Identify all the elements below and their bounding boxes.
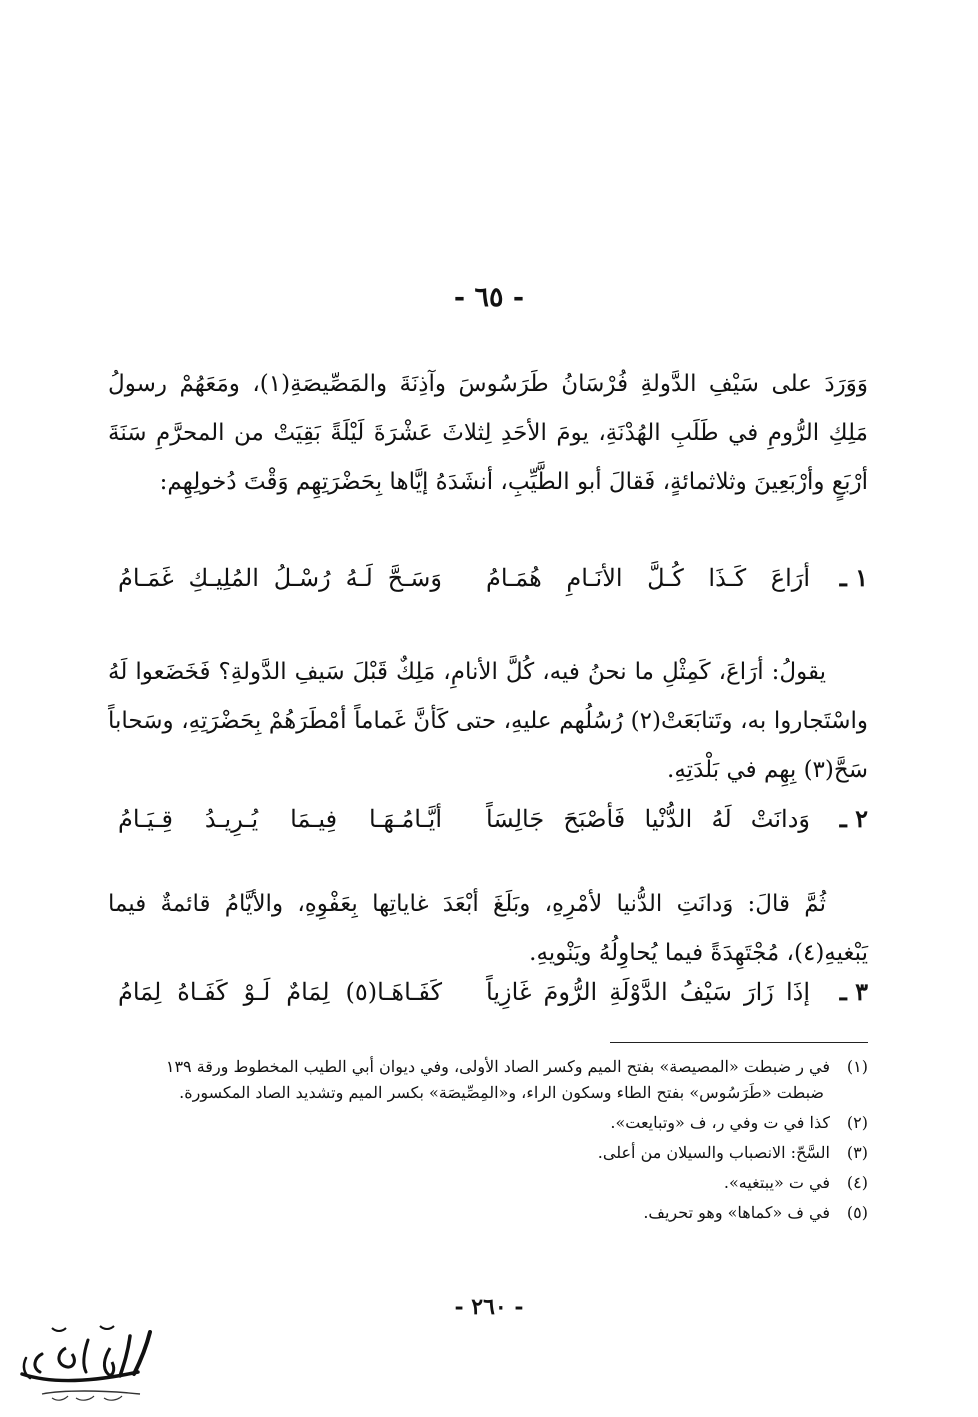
- footnote: [108, 1138, 868, 1168]
- footnote: [108, 1198, 868, 1228]
- verse-second-hemistich: كَفَـاهَـا(٥) لِمَامٌ لَـوْ كَفَـاهُ لِمَامُ: [118, 978, 442, 1006]
- footnote-mark: (١): [846, 1057, 868, 1076]
- calligraphy-stamp-icon: [12, 1318, 160, 1410]
- library-stamp-logo: [12, 1318, 160, 1410]
- verse-number: ١ ـ: [839, 563, 868, 592]
- footnote-text: السَّحّ: الانصباب والسيلان من أعلى.: [597, 1143, 830, 1162]
- commentary-paragraph: ثُمَّ قالَ: وَدانَتِ الدُّنيا لأمْرِهِ، وبَلَغَ أبْعَدَ غاياتِها بِعَفْوِهِ، والأيَّامُ قائمةٌ فيما يَبْغيهِ(٤)، مُجْتَهِدَةً فيما يُحاوِلُهُ ويَنْويهِ.: [108, 891, 868, 966]
- verse-line: [108, 556, 868, 600]
- footnote: [108, 1168, 868, 1198]
- footnote-mark: (٣): [846, 1143, 868, 1162]
- page-number: - ٢٦٠ -: [454, 1294, 524, 1320]
- verse-first-hemistich: أرَاعَ كَـذَا كُـلَّ الأنَـامِ هُمَـامُ: [486, 564, 810, 592]
- footnote-mark: (٥): [846, 1203, 868, 1222]
- verse-first-hemistich: وَدانَتْ لَهُ الدُّنْيا فَأصْبَحَ جَالِسَاً: [486, 805, 810, 833]
- intro-paragraph: وَوَرَدَ على سَيْفِ الدَّولةِ فُرْسَانُ طَرَسُوسَ وآذِنَةَ والمَصِّيصَةِ(١)، ومَعَهُمْ رسولُ مَلِكِ الرُّومِ في طَلَبِ الهُدْنَةِ، يومَ الأحَدِ لِثلاثَ عَشْرَةَ لَيْلَةً بَقِيَتْ من المحرَّمِ سَنَةَ أرْبَعٍ وأرْبَعِينَ وثلاثمائةٍ، فَقالَ أبو الطَّيِّبِ، أنشَدَهُ إيَّاها بِحَضْرَتِهِم وَقْتَ دُخولِهِم:: [108, 371, 868, 495]
- verse-number: ٣ ـ: [839, 977, 868, 1006]
- footnote-continuation: [108, 1078, 868, 1108]
- footnote-text: في ف «كماها» وهو تحريف.: [643, 1203, 830, 1222]
- verse-second-hemistich: وَسَـحَّ لَـهُ رُسْـلُ المُلِيـكِ غَمَـامُ: [118, 564, 442, 592]
- verse-second-hemistich: أيَّـامُـهَـا فِيـمَا يُـرِيـدُ قِـيَـامُ: [118, 805, 442, 833]
- verse-line: [108, 797, 868, 841]
- footnotes: [108, 1052, 868, 1228]
- verse-first-hemistich: إذَا زَارَ سَيْفُ الدَّوْلَةِ الرُّومَ غَازِياً: [486, 978, 810, 1006]
- footnote-text: كذا في ت وفي ر، ف «وتبايعت».: [610, 1113, 830, 1132]
- footnote-text: ضبطت «طَرَسُوس» بفتح الطاء وسكون الراء، و«المِصِّيصَة» بكسر الميم وتشديد الصاد المكسورة.: [179, 1083, 824, 1102]
- footnote-text: في ر ضبطت «المصيصة» بفتح الميم وكسر الصاد الأولى، وفي ديوان أبي الطيب المخطوط ورقة ١٣٩: [165, 1057, 830, 1076]
- footnote: [108, 1108, 868, 1138]
- footnote-divider: [610, 1042, 868, 1043]
- commentary-paragraph: يقولُ: أرَاعَ، كَمِثْلِ ما نحنُ فيه، كُلَّ الأنامِ، مَلِكٌ قَبْلَ سَيفِ الدَّولةِ؟ فَخَضَعوا لَهُ واسْتَجاروا به، وتَتابَعَتْ(٢) رُسُلُهم عليهِ، حتى كَأنَّ غَماماً أمْطَرَهُمْ بِحَضْرَتِهِ، وسَحاباً سَحَّ(٣) بِهِم في بَلْدَتِهِ.: [108, 659, 868, 783]
- footnote-mark: (٢): [846, 1113, 868, 1132]
- footnote-text: في ت «يبتغيه».: [723, 1173, 830, 1192]
- verse-line: [108, 970, 868, 1014]
- verse-number: ٢ ـ: [839, 804, 868, 833]
- footnote-mark: (٤): [846, 1173, 868, 1192]
- section-number: - ٦٥ -: [453, 282, 525, 313]
